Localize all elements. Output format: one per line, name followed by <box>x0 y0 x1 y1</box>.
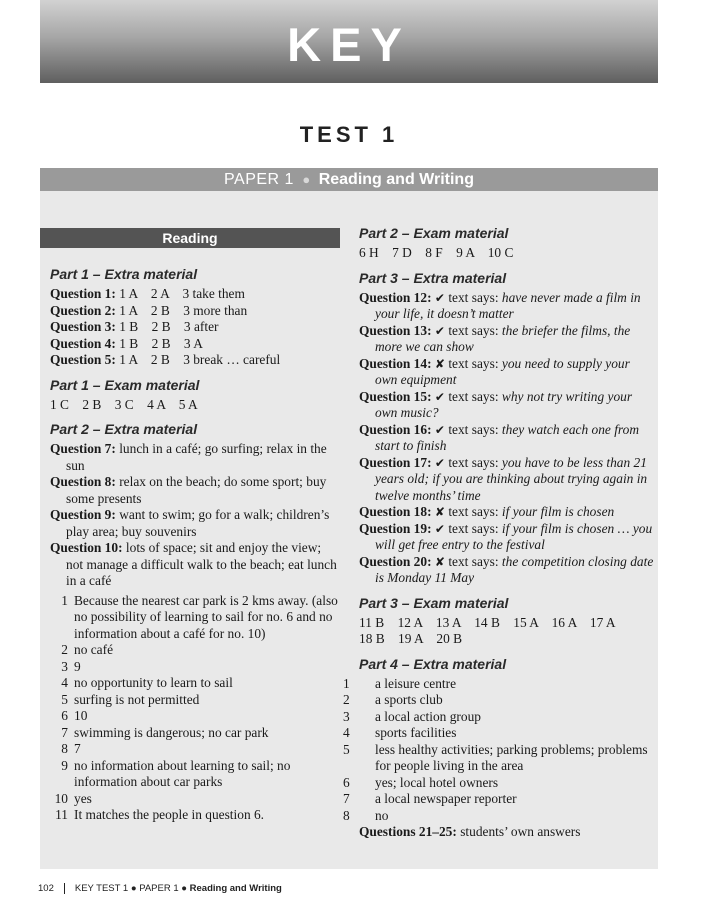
item-text: no <box>375 807 389 823</box>
list-item <box>50 507 340 540</box>
question-label: Question 16: <box>359 421 432 437</box>
footer-divider <box>64 883 65 894</box>
question-label: Question 9: <box>50 507 116 522</box>
key-banner <box>40 0 658 83</box>
question-label: Question 17: <box>359 454 432 470</box>
text-says-label: text says: <box>448 520 499 536</box>
quote-text: have never made a film in your life, it doesn’t matter <box>375 289 641 321</box>
text-says-label: text says: <box>448 388 499 404</box>
question-label: Question 8: <box>50 474 116 489</box>
cross-icon: ✘ <box>434 356 445 371</box>
list-item <box>50 319 340 336</box>
list-item <box>50 336 340 353</box>
list-item <box>343 725 654 742</box>
answer-line: 11 B 12 A 13 A 14 B 15 A 16 A 17 A <box>359 614 616 630</box>
item-text: a local action group <box>375 708 481 724</box>
tick-icon: ✔ <box>434 389 445 404</box>
list-item <box>50 642 340 659</box>
item-number: 8 <box>343 807 350 823</box>
list-item <box>359 422 654 455</box>
paper-bar <box>40 168 658 191</box>
item-number: 3 <box>343 708 350 724</box>
item-number: 2 <box>343 692 350 707</box>
question-label: Question 20: <box>359 553 432 569</box>
item-text: It matches the people in question 6. <box>74 807 265 822</box>
item-text: sports facilities <box>375 725 457 740</box>
question-label: Question 12: <box>359 289 432 305</box>
list-item <box>50 741 340 758</box>
part1-extra-list <box>50 286 340 369</box>
left-column <box>50 266 340 824</box>
item-number: 1 <box>61 592 68 608</box>
section-heading: Part 1 – Extra material <box>50 266 198 282</box>
list-item <box>359 554 654 587</box>
quote-text: you have to be less than 21 years old; if you are thinking about trying again in twelve months’ time <box>375 454 648 503</box>
answer-line: 6 H 7 D 8 F 9 A 10 C <box>359 245 514 260</box>
answer-text: 1 B 2 B 3 A <box>119 335 203 351</box>
item-text: surfing is not permitted <box>74 691 200 707</box>
page-number: 102 <box>38 883 54 895</box>
list-item <box>50 540 340 590</box>
item-text: a sports club <box>375 692 443 707</box>
list-item <box>50 692 340 709</box>
tick-icon: ✔ <box>434 455 445 470</box>
text-says-label: text says: <box>448 289 499 305</box>
question-label: Question 19: <box>359 520 432 536</box>
list-item <box>50 659 340 676</box>
section-heading: Part 2 – Exam material <box>359 225 509 241</box>
question-label: Question 1: <box>50 286 116 301</box>
answer-text: 1 A 2 B 3 more than <box>119 302 248 318</box>
item-number: 10 <box>54 790 68 806</box>
item-number: 5 <box>343 741 350 757</box>
section-heading: Part 2 – Extra material <box>50 421 198 437</box>
key-title: KEY <box>287 18 411 71</box>
list-item <box>50 441 340 474</box>
list-item <box>359 290 654 323</box>
footer-bold-text: Reading and Writing <box>189 883 282 895</box>
list-item <box>343 692 654 709</box>
item-number: 4 <box>61 675 68 690</box>
answer-text: lunch in a café; go surfing; relax in the sun <box>66 441 327 473</box>
quote-text: why not try writing your own music? <box>375 388 633 420</box>
quote-text: they watch each one from start to finish <box>375 421 639 453</box>
test-title: TEST 1 <box>299 122 399 147</box>
list-item <box>359 504 654 521</box>
answer-text: relax on the beach; do some sport; buy some presents <box>66 474 327 506</box>
part3-extra-list <box>359 290 654 587</box>
item-number: 6 <box>61 708 68 723</box>
item-number: 8 <box>61 741 68 756</box>
section-heading: Part 1 – Exam material <box>50 376 200 393</box>
tick-icon: ✔ <box>434 323 445 338</box>
answer-text: want to swim; go for a walk; children’s play area; buy souvenirs <box>66 507 330 539</box>
item-number: 11 <box>55 807 68 822</box>
question-label: Question 5: <box>50 352 116 367</box>
quote-text: if your film is chosen <box>501 504 615 519</box>
list-item <box>50 474 340 507</box>
section-heading: Part 3 – Exam material <box>359 594 509 611</box>
quote-text: the briefer the films, the more we can show <box>375 322 631 354</box>
list-item <box>50 708 340 725</box>
item-number: 7 <box>343 791 350 806</box>
list-item <box>343 741 654 775</box>
item-text: less healthy activities; parking problems; problems for people living in the area <box>375 741 648 773</box>
question-label: Question 10: <box>50 540 123 555</box>
text-says-label: text says: <box>448 322 499 338</box>
item-text: Because the nearest car park is 2 kms away. (also no possibility of learning to sail for no. 6 and no information about a café for no. 10) <box>74 592 338 641</box>
quote-text: if your film is chosen … you will get free entry to the festival <box>375 520 653 552</box>
list-item <box>50 675 340 692</box>
question-label: Question 15: <box>359 388 432 404</box>
question-label: Questions 21–25: <box>359 824 457 839</box>
text-says-label: text says: <box>448 454 499 470</box>
item-text: 10 <box>74 708 88 723</box>
part4-extra-list <box>343 675 654 825</box>
question-label: Question 3: <box>50 319 116 334</box>
item-text: 7 <box>74 741 81 756</box>
tick-icon: ✔ <box>434 290 445 305</box>
quote-text: you need to supply your own equipment <box>375 355 630 387</box>
item-text: no opportunity to learn to sail <box>74 675 233 690</box>
answer-text: 1 A 2 B 3 break … careful <box>119 352 281 367</box>
answer-line: 1 C 2 B 3 C 4 A 5 A <box>50 396 198 412</box>
cross-icon: ✘ <box>434 505 445 519</box>
list-item <box>50 286 340 303</box>
question-label: Question 18: <box>359 504 432 519</box>
item-number: 4 <box>343 725 350 740</box>
list-item <box>50 593 340 643</box>
answer-text: 1 A 2 A 3 take them <box>119 286 245 301</box>
item-text: no café <box>74 642 114 657</box>
questions-21-25-line <box>359 824 654 841</box>
list-item <box>50 791 340 808</box>
item-number: 7 <box>61 724 68 740</box>
cross-icon: ✘ <box>434 554 445 569</box>
item-number: 6 <box>343 774 350 790</box>
question-label: Question 14: <box>359 355 432 371</box>
footer-left-text: KEY TEST 1 ● PAPER 1 ● <box>74 883 188 895</box>
item-text: a local newspaper reporter <box>375 791 517 806</box>
list-item <box>50 758 340 791</box>
section-heading: Part 3 – Extra material <box>359 269 507 286</box>
text-says-label: text says: <box>448 553 499 569</box>
section-heading: Part 4 – Extra material <box>359 655 507 672</box>
item-text: swimming is dangerous; no car park <box>74 724 269 740</box>
item-number: 3 <box>61 658 68 674</box>
answer-text: lots of space; sit and enjoy the view; not manage a difficult walk to the beach; eat lunch in a café <box>66 540 337 588</box>
page-footer <box>38 883 282 894</box>
quote-text: the competition closing date is Monday 11 May <box>375 553 654 585</box>
answer-text: 1 B 2 B 3 after <box>119 319 219 334</box>
question-label: Question 13: <box>359 322 432 338</box>
text-says-label: text says: <box>448 504 499 519</box>
right-column <box>343 225 654 841</box>
text-says-label: text says: <box>448 355 499 371</box>
text-says-label: text says: <box>448 421 499 437</box>
question-label: Question 2: <box>50 302 116 318</box>
item-number: 9 <box>61 757 68 773</box>
item-number: 2 <box>61 642 68 657</box>
list-item <box>359 455 654 505</box>
question-label: Question 4: <box>50 335 116 351</box>
tick-icon: ✔ <box>434 422 445 437</box>
list-item <box>359 521 654 554</box>
part2-extra-list <box>50 441 340 590</box>
answer-text: students’ own answers <box>460 824 581 839</box>
list-item <box>343 791 654 808</box>
bullet-dot-icon: ● <box>302 172 311 187</box>
list-item <box>343 774 654 792</box>
list-item <box>50 352 340 369</box>
list-item <box>359 323 654 356</box>
list-item <box>50 725 340 742</box>
item-text: yes; local hotel owners <box>375 774 499 790</box>
paper-label: PAPER 1 <box>224 171 294 188</box>
item-number: 1 <box>343 675 350 691</box>
item-text: yes <box>74 790 92 806</box>
tick-icon: ✔ <box>434 521 445 536</box>
item-text: 9 <box>74 658 81 674</box>
numbered-list <box>50 593 340 824</box>
list-item <box>50 303 340 320</box>
list-item <box>359 356 654 389</box>
item-text: no information about learning to sail; no information about car parks <box>74 757 291 789</box>
list-item <box>343 708 654 726</box>
list-item <box>359 389 654 422</box>
list-item <box>343 675 654 693</box>
list-item <box>50 807 340 824</box>
list-item <box>343 807 654 825</box>
reading-section-bar: Reading <box>40 228 340 248</box>
answer-line: 18 B 19 A 20 B <box>359 631 463 646</box>
question-label: Question 7: <box>50 441 116 456</box>
paper-subtitle: Reading and Writing <box>318 171 474 188</box>
item-text: a leisure centre <box>375 675 457 691</box>
item-number: 5 <box>61 691 68 707</box>
